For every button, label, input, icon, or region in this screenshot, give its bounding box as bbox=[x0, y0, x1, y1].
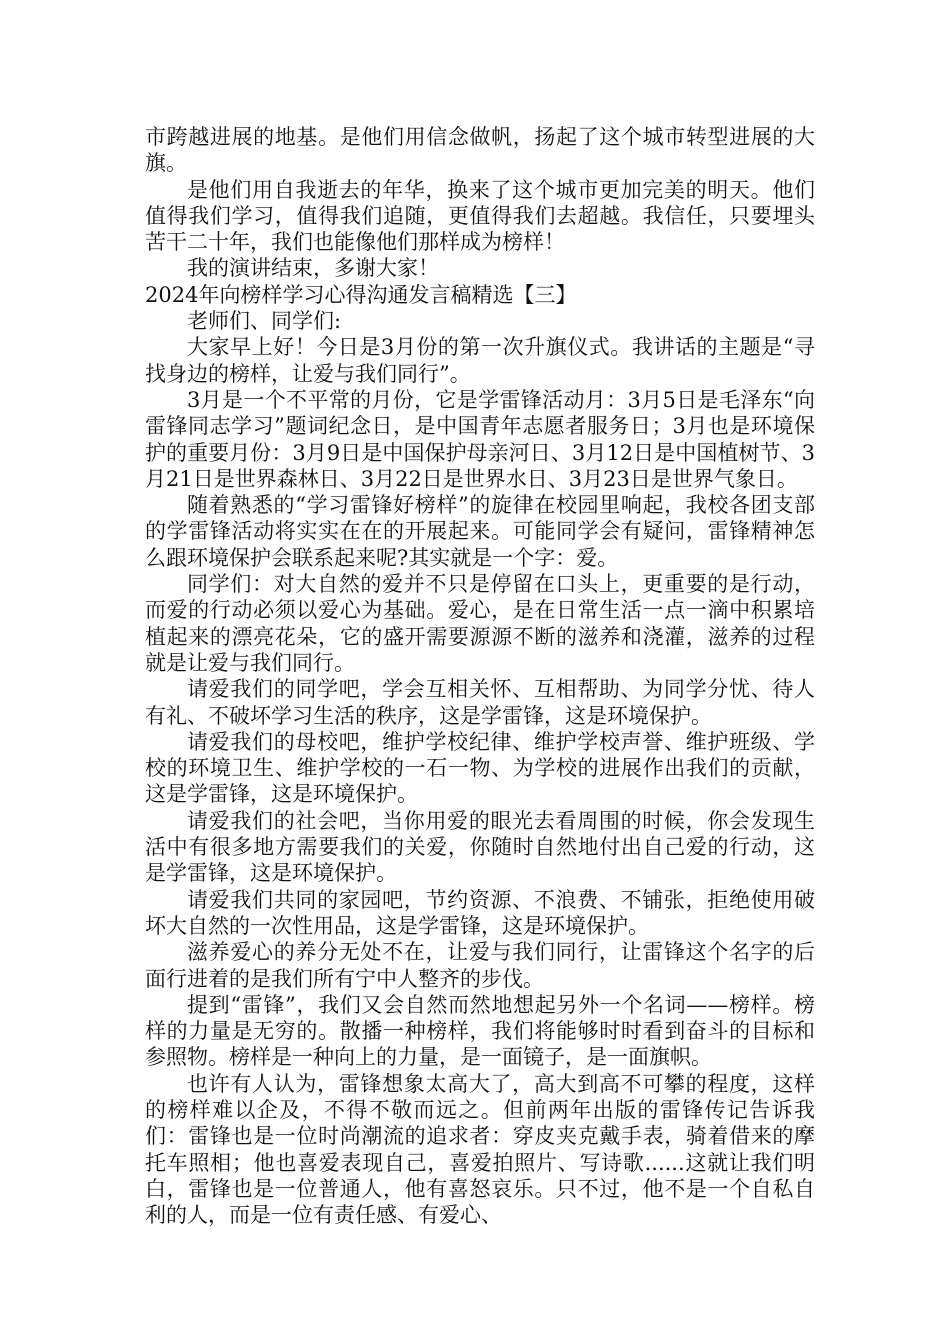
paragraph: 同学们：对大自然的爱并不只是停留在口头上，更重要的是行动，而爱的行动必须以爱心为基础。爱心，是在日常生活一点一滴中积累培植起来的漂亮花朵，它的盛开需要源源不断的滋养和浇灌，滋养的过程就是让爱与我们同行。 bbox=[145, 572, 815, 675]
paragraph: 老师们、同学们: bbox=[187, 309, 342, 334]
paragraph: 请爱我们的母校吧，维护学校纪律、维护学校声誉、维护班级、学校的环境卫生、维护学校的一石一物、为学校的进展作出我们的贡献，这是学雷锋，这是环境保护。 bbox=[145, 729, 815, 807]
paragraph: 大家早上好！今日是3月份的第一次升旗仪式。我讲话的主题是“寻找身边的榜样，让爱与我们同行”。 bbox=[145, 335, 815, 386]
paragraph: 我的演讲结束，多谢大家！ bbox=[187, 256, 439, 281]
paragraph: 也许有人认为，雷锋想象太高大了，高大到高不可攀的程度，这样的榜样难以企及，不得不敬而远之。但前两年出版的雷锋传记告诉我们：雷锋也是一位时尚潮流的追求者：穿皮夹克戴手表，骑着借来的摩托车照相；他也喜爱表现自己，喜爱拍照片、写诗歌......这就让我们明白，雷锋也是一位普通人，他有喜怒哀乐。只不过，他不是一个自私自利的人，而是一位有责任感、有爱心、 bbox=[145, 1071, 815, 1228]
paragraph: 请爱我们共同的家园吧，节约资源、不浪费、不铺张，拒绝使用破坏大自然的一次性用品，这是学雷锋，这是环境保护。 bbox=[145, 887, 815, 938]
paragraph: 3月是一个不平常的月份，它是学雷锋活动月：3月5日是毛泽东“向雷锋同志学习”题词纪念日，是中国青年志愿者服务日；3月也是环境保护的重要月份：3月9日是中国保护母亲河日、3月12日是中国植树节、3月21日是世界森林日、3月22日是世界水日、3月23日是世界气象日。 bbox=[145, 387, 815, 491]
section-heading: 2024年向榜样学习心得沟通发言稿精选【三】 bbox=[145, 282, 577, 307]
paragraph: 滋养爱心的养分无处不在，让爱与我们同行，让雷锋这个名字的后面行进着的是我们所有宁中人整齐的步伐。 bbox=[145, 940, 815, 991]
paragraph: 请爱我们的社会吧，当你用爱的眼光去看周围的时候，你会发现生活中有很多地方需要我们的关爱，你随时自然地付出自己爱的行动，这是学雷锋，这是环境保护。 bbox=[145, 808, 815, 886]
document-body bbox=[145, 124, 815, 1228]
paragraph: 随着熟悉的“学习雷锋好榜样”的旋律在校园里响起，我校各团支部的学雷锋活动将实实在在的开展起来。可能同学会有疑问，雷锋精神怎么跟环境保护会联系起来呢?其实就是一个字：爱。 bbox=[145, 493, 815, 570]
paragraph: 是他们用自我逝去的年华，换来了这个城市更加完美的明天。他们值得我们学习，值得我们追随，更值得我们去超越。我信任，只要埋头苦干二十年，我们也能像他们那样成为榜样！ bbox=[145, 177, 815, 255]
paragraph: 市跨越进展的地基。是他们用信念做帆，扬起了这个城市转型进展的大旗。 bbox=[145, 125, 815, 176]
paragraph: 请爱我们的同学吧，学会互相关怀、互相帮助、为同学分忧、待人有礼、不破坏学习生活的秩序，这是学雷锋，这是环境保护。 bbox=[145, 677, 815, 728]
paragraph: 提到“雷锋”，我们又会自然而然地想起另外一个名词——榜样。榜样的力量是无穷的。散播一种榜样，我们将能够时时看到奋斗的目标和参照物。榜样是一种向上的力量，是一面镜子，是一面旗帜。 bbox=[145, 992, 815, 1070]
